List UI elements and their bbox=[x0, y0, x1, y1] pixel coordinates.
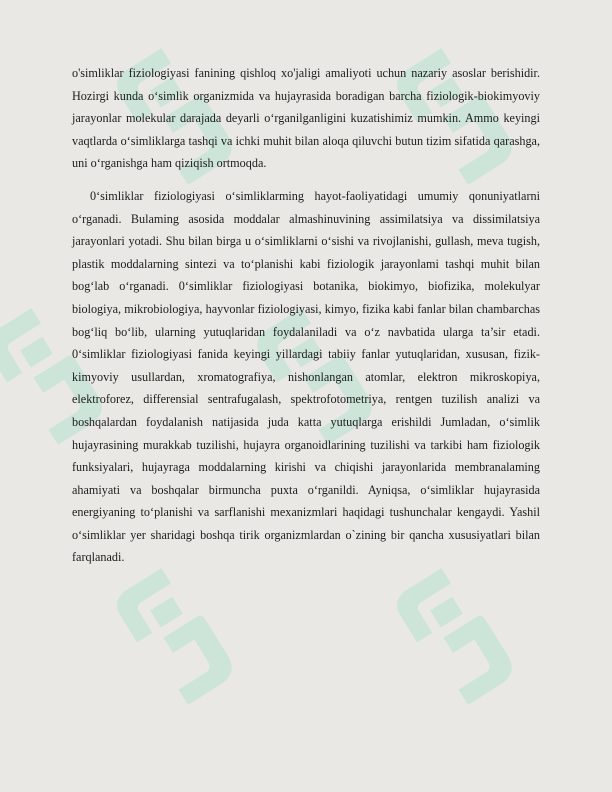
paragraph-2: 0‘simliklar fiziologiyasi o‘simliklarming hayot-faoliyatidagi umumiy qonuniyatlarni o‘rganadi. Bulaming asosida moddalar almashinuvining assimilatsiya va dissimilatsiya jarayonlari yotadi. Shu bilan birga u o‘simliklarni o‘sishi va rivojlanishi, gullash, meva tugish, plastik moddalarning sintezi va to‘planishi kabi fiziologik jarayonlami tashqi muhit bilan bog‘lab o‘rganadi. 0‘simliklar fiziologiyasi botanika, biokimyo, biofizika, molekulyar biologiya, mikrobiologiya, hayvonlar fiziologiyasi, kimyo, fizika kabi fanlar bilan chambarchas bog‘liq bo‘lib, ularning yutuqlaridan foydalaniladi va o‘z navbatida ularga ta’sir etadi. 0‘simliklar fiziologiyasi fanida keyingi yillardagi tabiiy fanlar yutuqlaridan, xususan, fizik-kimyoviy usullardan, xromatografiya, nishonlangan atomlar, elektron mikroskopiya, elektroforez, differensial sentrafugalash, spektrofotometriya, rentgen tuzilish analizi va boshqalardan foydalanish natijasida juda katta yutuqlarga erishildi Jumladan, o‘simlik hujayrasining murakkab tuzilishi, hujayra organoidlarining tuzilishi va tarkibi ham fiziologik funksiyalari, hujayraga moddalarning kirishi va chiqishi jarayonlarida membranalaming ahamiyati va boshqalar birmuncha puxta o‘rganildi. Ayniqsa, o‘simliklar hujayrasida energiyaning to‘planishi va sarflanishi mexanizmlari haqidagi tushunchalar kengaydi. Yashil o‘simliklar yer sharidagi boshqa tirik organizmlardan o`zining bir qancha xususiyatlari bilan farqlanadi. bbox=[72, 188, 540, 565]
soft-logo-icon bbox=[395, 560, 525, 730]
soft-logo-icon bbox=[115, 560, 245, 730]
paragraph-1: o'simliklar fiziologiyasi fanining qishloq xo'jaligi amaliyoti uchun nazariy asoslar berishidir. Hozirgi kunda o‘simlik organizmida va hujayrasida boradigan barcha fiziologik-biokimyoviy jarayonlar molekular darajada deyarli o‘rganilganligini kuzatishimiz mumkin. Ammo keyingi vaqtlarda o‘simliklarga tashqi va ichki muhit bilan aloqa qiluvchi butun tizim sifatida qarashga, uni o‘rganishga ham qiziqish ortmoqda. bbox=[72, 66, 540, 171]
document-page bbox=[72, 62, 540, 569]
